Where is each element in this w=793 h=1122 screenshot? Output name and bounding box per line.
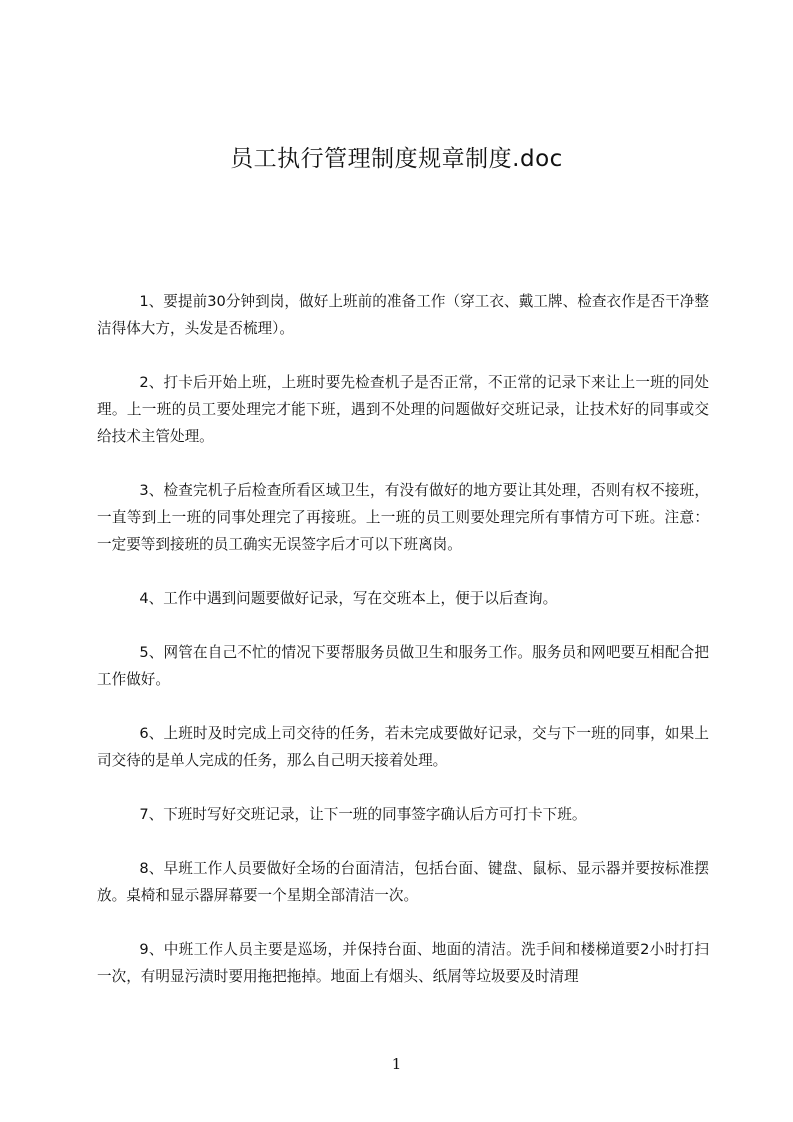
paragraph-8: 8、早班工作人员要做好全场的台面清洁，包括台面、键盘、鼠标、显示器并要按标准摆放。桌椅和显示器屏幕要一个星期全部清洁一次。 — [97, 860, 709, 904]
page-number: 1 — [391, 1055, 402, 1073]
document-body — [97, 288, 709, 1017]
paragraph-9: 9、中班工作人员主要是巡场，并保持台面、地面的清洁。洗手间和楼梯道要2小时打扫一次，有明显污渍时要用拖把拖掉。地面上有烟头、纸屑等垃圾要及时清理 — [97, 941, 709, 985]
paragraph-4: 4、工作中遇到问题要做好记录，写在交班本上，便于以后查询。 — [139, 590, 558, 607]
paragraph-2: 2、打卡后开始上班，上班时要先检查机子是否正常，不正常的记录下来让上一班的同处理。上一班的员工要处理完才能下班，遇到不处理的问题做好交班记录，让技术好的同事或交给技术主管处理。 — [97, 374, 709, 445]
paragraph-1: 1、要提前30分钟到岗，做好上班前的准备工作（穿工衣、戴工牌、检查衣作是否干净整洁得体大方，头发是否梳理）。 — [97, 293, 709, 337]
paragraph-3: 3、检查完机子后检查所看区域卫生，有没有做好的地方要让其处理，否则有权不接班，一直等到上一班的同事处理完了再接班。上一班的员工则要处理完所有事情方可下班。注意：一定要等到接班的员工确实无误签字后才可以下班离岗。 — [97, 482, 709, 553]
paragraph-5: 5、网管在自己不忙的情况下要帮服务员做卫生和服务工作。服务员和网吧要互相配合把工作做好。 — [97, 644, 709, 688]
document-title: 员工执行管理制度规章制度.doc — [230, 146, 563, 172]
paragraph-6: 6、上班时及时完成上司交待的任务，若未完成要做好记录，交与下一班的同事，如果上司交待的是单人完成的任务，那么自己明天接着处理。 — [97, 725, 709, 769]
paragraph-7: 7、下班时写好交班记录，让下一班的同事签字确认后方可打卡下班。 — [139, 806, 587, 823]
